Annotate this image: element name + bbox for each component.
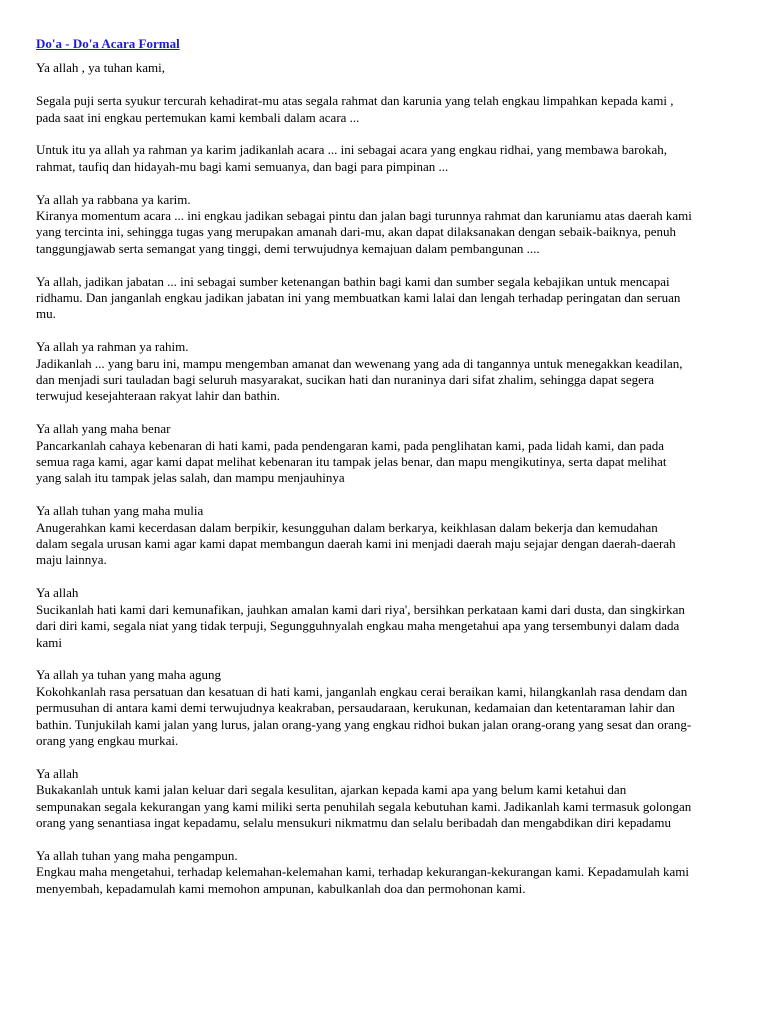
paragraph-7: Ya allah tuhan yang maha mulia Anugerahkan kami kecerdasan dalam berpikir, kesungguhan dalam berkarya, keikhlasan dalam bekerja dan kemudahan dalam segala urusan kami agar kami dapat membangun daerah kami ini menjadi daerah maju sejajar dengan daerah-daerah maju lainnya. (36, 503, 676, 568)
greeting-line: Ya allah , ya tuhan kami, (36, 60, 166, 76)
paragraph-10: Ya allah Bukakanlah untuk kami jalan keluar dari segala kesulitan, ajarkan kepada kami apa yang belum kami ketahui dan sempunakan segala kekurangan yang kami miliki serta penuhilah segala kebutuhan kami. Jadikanlah kami termasuk golongan orang yang senantiasa ingat kepadamu, selalu mensukuri nikmatmu dan selalu beribadah dan mengabdikan diri kepadamu (36, 765, 692, 830)
document-title-link[interactable]: Do'a - Do'a Acara Formal (36, 36, 180, 51)
paragraph-3: Ya allah ya rabbana ya karim. Kiranya momentum acara ... ini engkau jadikan sebagai pintu dan jalan bagi turunnya rahmat dan karuniamu atas daerah kami yang tercinta ini, sehingga tugas yang merupakan amanah dari-mu, akan dapat dilaksanakan dengan sebaik-baiknya, penuh tanggungjawab serta semangat yang tinggi, demi terwujudnya kemajuan dalam pembangunan .... (36, 191, 692, 256)
paragraph-5: Ya allah ya rahman ya rahim. Jadikanlah ... yang baru ini, mampu mengemban amanat dan wewenang yang ada di tangannya untuk menegakkan keadilan, dan menjadi suri tauladan bagi seluruh masyarakat, sucikan hati dan nuraninya dari sifat zhalim, sehingga dapat segera terwujud kesejahteraan rakyat lahir dan bathin. (36, 339, 683, 404)
paragraph-8: Ya allah Sucikanlah hati kami dari kemunafikan, jauhkan amalan kami dari riya', bersihkan perkataan kami dari dusta, dan singkirkan dari diri kami, segala niat yang tidak terpuji, Segungguhnyalah engkau maha mengetahui apa yang tersembunyi dalam dada kami (36, 585, 685, 650)
paragraph-4: Ya allah, jadikan jabatan ... ini sebagai sumber ketenangan bathin bagi kami dan sumber segala kebajikan untuk mencapai ridhamu. Dan janganlah engkau jadikan jabatan ini yang membuatkan kami lalai dan lengah terhadap peringatan dan seruan mu. (36, 273, 681, 322)
paragraph-1: Segala puji serta syukur tercurah kehadirat-mu atas segala rahmat dan karunia yang telah engkau limpahkan kepada kami , pada saat ini engkau pertemukan kami kembali dalam acara ... (36, 93, 674, 125)
paragraph-6: Ya allah yang maha benar Pancarkanlah cahaya kebenaran di hati kami, pada pendengaran kami, pada penglihatan kami, pada lidah kami, dan pada semua raga kami, agar kami dapat melihat kebenaran itu tampak jelas benar, dan mapu mengikutinya, serta dapat melihat yang salah itu tampak jelas salah, dan mampu menjauhinya (36, 421, 667, 486)
document-body (36, 36, 736, 913)
paragraph-11: Ya allah tuhan yang maha pengampun. Engkau maha mengetahui, terhadap kelemahan-kelemahan kami, terhadap kekurangan-kekurangan kami. Kepadamulah kami menyembah, kepadamulah kami memohon ampunan, kabulkanlah doa dan permohonan kami. (36, 847, 689, 896)
paragraph-9: Ya allah ya tuhan yang maha agung Kokohkanlah rasa persatuan dan kesatuan di hati kami, janganlah engkau cerai beraikan kami, hilangkanlah rasa dendam dan permusuhan di antara kami demi terwujudnya keakraban, persaudaraan, kerukunan, kedamaian dan ketentaraman lahir dan bathin. Tunjukilah kami jalan yang lurus, jalan orang-yang yang engkau ridhoi bukan jalan orang-orang yang sesat dan orang- orang yang engkau murkai. (36, 667, 692, 748)
paragraph-2: Untuk itu ya allah ya rahman ya karim jadikanlah acara ... ini sebagai acara yang engkau ridhai, yang membawa barokah, rahmat, taufiq dan hidayah-mu bagi kami semuanya, dan bagi para pimpinan ... (36, 142, 667, 174)
